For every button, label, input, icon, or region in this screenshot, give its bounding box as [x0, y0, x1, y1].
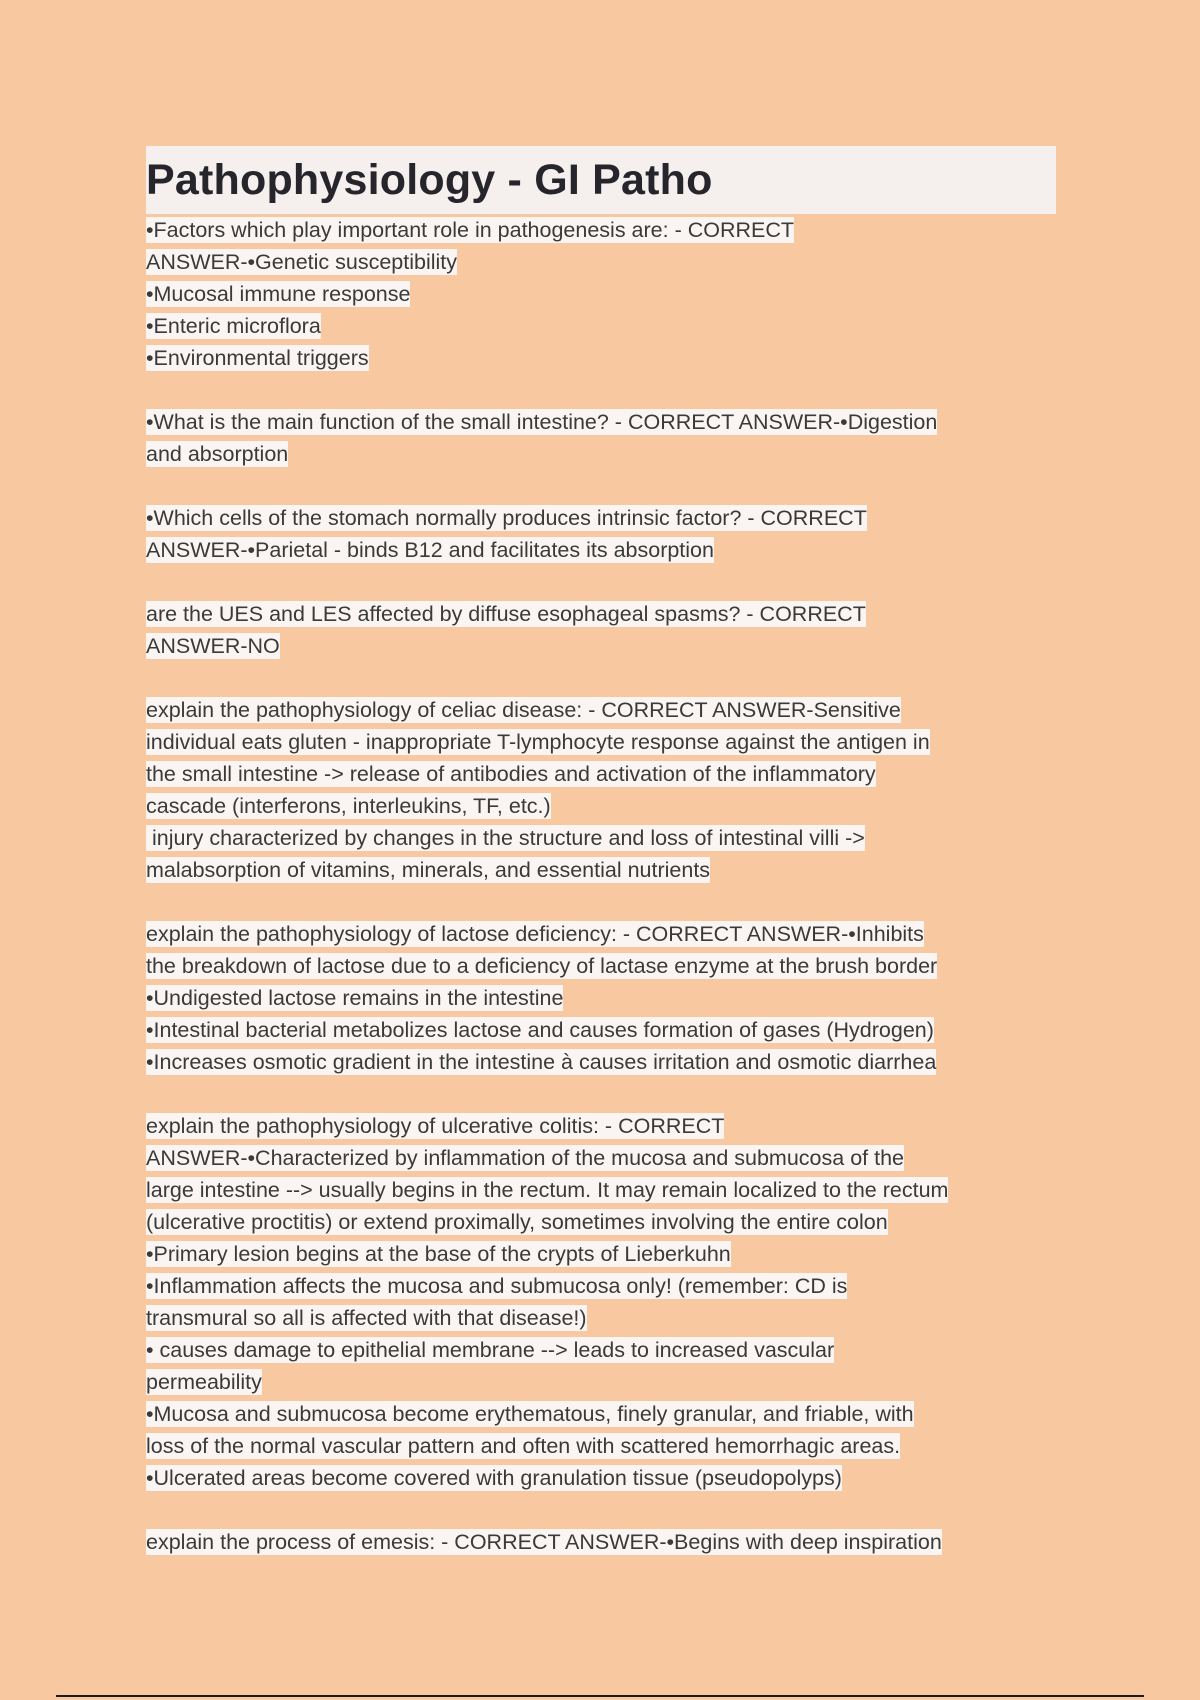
text-line-content: •Ulcerated areas become covered with granulation tissue (pseudopolyps) [146, 1466, 842, 1490]
qa-block [146, 214, 1056, 374]
text-line [146, 726, 1056, 758]
qa-list [146, 214, 1056, 1558]
text-line-content: ANSWER-•Genetic susceptibility [146, 250, 458, 274]
text-line [146, 1334, 1056, 1366]
text-line [146, 1270, 1056, 1302]
text-line [146, 982, 1056, 1014]
text-line [146, 534, 1056, 566]
text-line [146, 822, 1056, 854]
text-line-content: injury characterized by changes in the structure and loss of intestinal villi -> [146, 826, 865, 850]
qa-block [146, 406, 1056, 470]
text-line [146, 1366, 1056, 1398]
text-line-content: explain the process of emesis: - CORRECT ANSWER-•Begins with deep inspiration [146, 1530, 942, 1554]
text-line-content: •Enteric microflora [146, 314, 321, 338]
text-line-content: •Intestinal bacterial metabolizes lactose and causes formation of gases (Hydrogen) [146, 1018, 934, 1042]
text-line-content: explain the pathophysiology of lactose deficiency: - CORRECT ANSWER-•Inhibits [146, 922, 924, 946]
qa-block [146, 598, 1056, 662]
text-line-content: malabsorption of vitamins, minerals, and essential nutrients [146, 858, 711, 882]
text-line [146, 950, 1056, 982]
text-line [146, 278, 1056, 310]
text-line-content: (ulcerative proctitis) or extend proximally, sometimes involving the entire colon [146, 1210, 888, 1234]
text-line-content: • causes damage to epithelial membrane --> leads to increased vascular [146, 1338, 835, 1362]
text-line [146, 854, 1056, 886]
text-line-content: •Increases osmotic gradient in the intestine à causes irritation and osmotic diarrhea [146, 1050, 937, 1074]
text-line [146, 1526, 1056, 1558]
text-line [146, 758, 1056, 790]
text-line-content: •Mucosa and submucosa become erythematous, finely granular, and friable, with [146, 1402, 914, 1426]
text-line-content: •Undigested lactose remains in the intestine [146, 986, 564, 1010]
text-line-content: permeability [146, 1370, 262, 1394]
text-line-content: the breakdown of lactose due to a deficiency of lactase enzyme at the brush border [146, 954, 938, 978]
text-line [146, 1398, 1056, 1430]
text-line [146, 1238, 1056, 1270]
text-line [146, 246, 1056, 278]
text-line [146, 1110, 1056, 1142]
text-line [146, 1430, 1056, 1462]
qa-block [146, 502, 1056, 566]
qa-block [146, 918, 1056, 1078]
qa-block [146, 1526, 1056, 1558]
text-line-content: ANSWER-•Parietal - binds B12 and facilitates its absorption [146, 538, 714, 562]
title-bar [146, 146, 1056, 214]
text-line-content: •Factors which play important role in pathogenesis are: - CORRECT [146, 218, 795, 242]
qa-block [146, 1110, 1056, 1494]
text-line-content: cascade (interferons, interleukins, TF, etc.) [146, 794, 551, 818]
text-line [146, 342, 1056, 374]
text-line [146, 790, 1056, 822]
text-line-content: individual eats gluten - inappropriate T-lymphocyte response against the antigen in [146, 730, 930, 754]
text-line [146, 406, 1056, 438]
text-line [146, 1142, 1056, 1174]
text-line [146, 694, 1056, 726]
text-line [146, 502, 1056, 534]
text-line-content: the small intestine -> release of antibodies and activation of the inflammatory [146, 762, 876, 786]
text-line-content: and absorption [146, 442, 289, 466]
document-page [146, 146, 1056, 1590]
text-line [146, 438, 1056, 470]
text-line [146, 214, 1056, 246]
text-line-content: ANSWER-NO [146, 634, 280, 658]
text-line-content: loss of the normal vascular pattern and often with scattered hemorrhagic areas. [146, 1434, 901, 1458]
text-line-content: ANSWER-•Characterized by inflammation of the mucosa and submucosa of the [146, 1146, 904, 1170]
text-line [146, 1014, 1056, 1046]
footer-divider [56, 1695, 1144, 1697]
text-line [146, 918, 1056, 950]
text-line-content: are the UES and LES affected by diffuse esophageal spasms? - CORRECT [146, 602, 866, 626]
text-line-content: •What is the main function of the small intestine? - CORRECT ANSWER-•Digestion [146, 410, 938, 434]
text-line-content: •Inflammation affects the mucosa and submucosa only! (remember: CD is [146, 1274, 848, 1298]
text-line [146, 1206, 1056, 1238]
text-line [146, 1302, 1056, 1334]
qa-block [146, 694, 1056, 886]
text-line-content: explain the pathophysiology of celiac disease: - CORRECT ANSWER-Sensitive [146, 698, 901, 722]
text-line-content: •Environmental triggers [146, 346, 369, 370]
text-line-content: •Primary lesion begins at the base of the crypts of Lieberkuhn [146, 1242, 731, 1266]
text-line [146, 1462, 1056, 1494]
text-line [146, 598, 1056, 630]
text-line [146, 630, 1056, 662]
text-line-content: •Mucosal immune response [146, 282, 411, 306]
text-line-content: •Which cells of the stomach normally produces intrinsic factor? - CORRECT [146, 506, 867, 530]
document-title: Pathophysiology - GI Patho [146, 155, 713, 204]
text-line [146, 1046, 1056, 1078]
text-line [146, 310, 1056, 342]
text-line-content: large intestine --> usually begins in the rectum. It may remain localized to the rectum [146, 1178, 949, 1202]
text-line-content: transmural so all is affected with that disease!) [146, 1306, 587, 1330]
text-line [146, 1174, 1056, 1206]
text-line-content: explain the pathophysiology of ulcerative colitis: - CORRECT [146, 1114, 725, 1138]
